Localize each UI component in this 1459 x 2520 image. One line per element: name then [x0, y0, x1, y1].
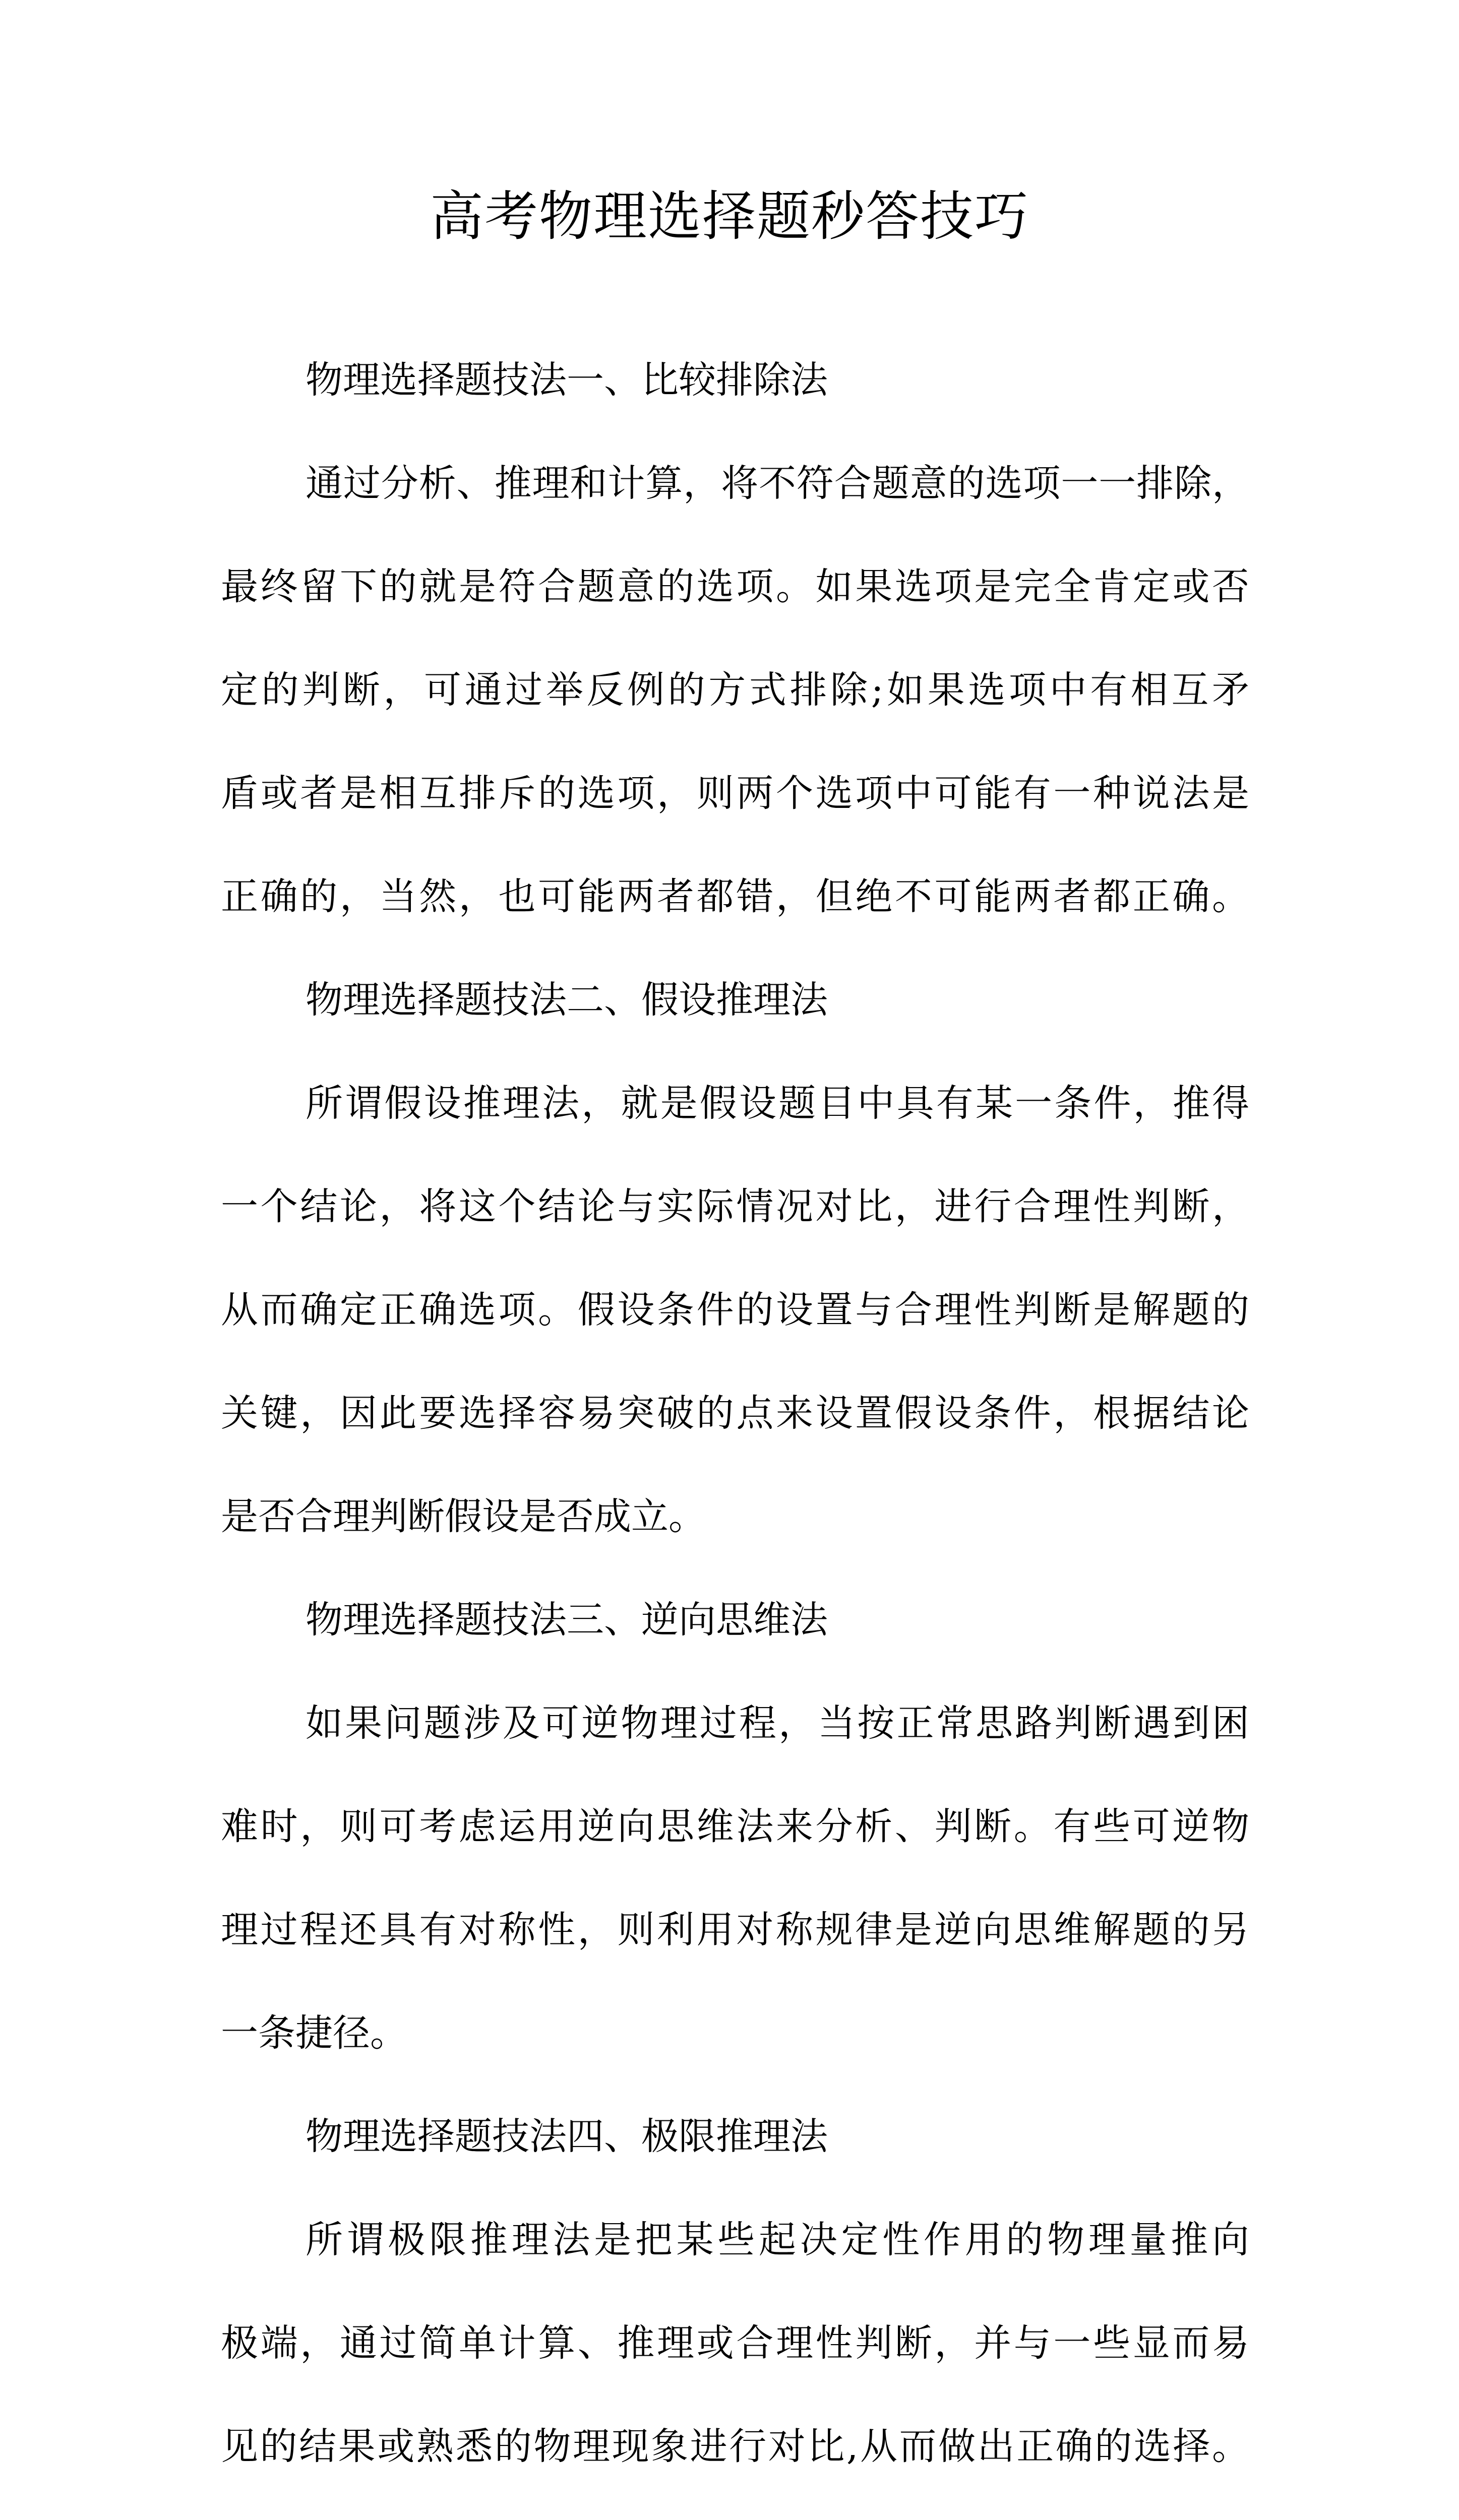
paragraph-line: 理过程还具有对称性，则利用对称规律是逆向思维解题的另: [221, 1908, 1249, 1951]
paragraph-line: 通过分析、推理和计算，将不符合题意的选项一一排除，: [306, 462, 1249, 505]
paragraph-line: 一个结论，将这个结论与实际情况对比，进行合理性判断，: [221, 1185, 1249, 1228]
section-heading-2: 物理选择题技法二、假设推理法: [306, 978, 828, 1022]
section-heading-4: 物理选择题技法四、极限推理法: [306, 2115, 828, 2158]
document-title: 高考物理选择题秒答技巧: [430, 185, 1029, 247]
paragraph-line: 定的判断，可通过举反例的方式排除;如果选项中有相互矛: [221, 668, 1249, 712]
paragraph-line: 难时，则可考虑运用逆向思维法来分析、判断。有些可逆物: [221, 1805, 1249, 1848]
paragraph-line: 正确的，当然，也可能两者都错，但绝不可能两者都正确。: [221, 875, 1249, 918]
paragraph-line: 所谓假设推理法，就是假设题目中具有某一条件，推得: [306, 1082, 1249, 1125]
paragraph-line: 关键，因此要选择容易突破的点来设置假设条件，根据结论: [221, 1392, 1249, 1435]
section-heading-5: [221, 2498, 1249, 2520]
paragraph-line: 最终留下的就是符合题意的选项。如果选项是完全肯定或否: [221, 565, 1249, 608]
section-heading-3: 物理选择题技法三、逆向思维法: [306, 1598, 828, 1642]
paragraph-line: 从而确定正确选项。假设条件的设置与合理性判断是解题的: [221, 1288, 1249, 1332]
paragraph-line: 盾或者是相互排斥的选项，则两个选项中可能有一种说法是: [221, 772, 1249, 815]
paragraph-line: 所谓极限推理法是把某些起决定性作用的物理量推向: [306, 2218, 1249, 2261]
paragraph-line: 如果问题涉及可逆物理过程，当按正常思路判断遇到困: [306, 1702, 1249, 1745]
document-body: [221, 329, 1249, 2520]
paragraph-line: 见的结果或熟悉的物理现象进行对比,从而做出正确的选择。: [221, 2425, 1249, 2468]
paragraph-line: 一条捷径。: [221, 2011, 407, 2055]
paragraph-line: 是否合理判断假设是否成立。: [221, 1495, 706, 1538]
section-heading-1: 物理选择题技法一、比较排除法: [306, 358, 828, 402]
paragraph-line: 极端，通过简单计算、推理或合理性判断，并与一些显而易: [221, 2321, 1249, 2365]
